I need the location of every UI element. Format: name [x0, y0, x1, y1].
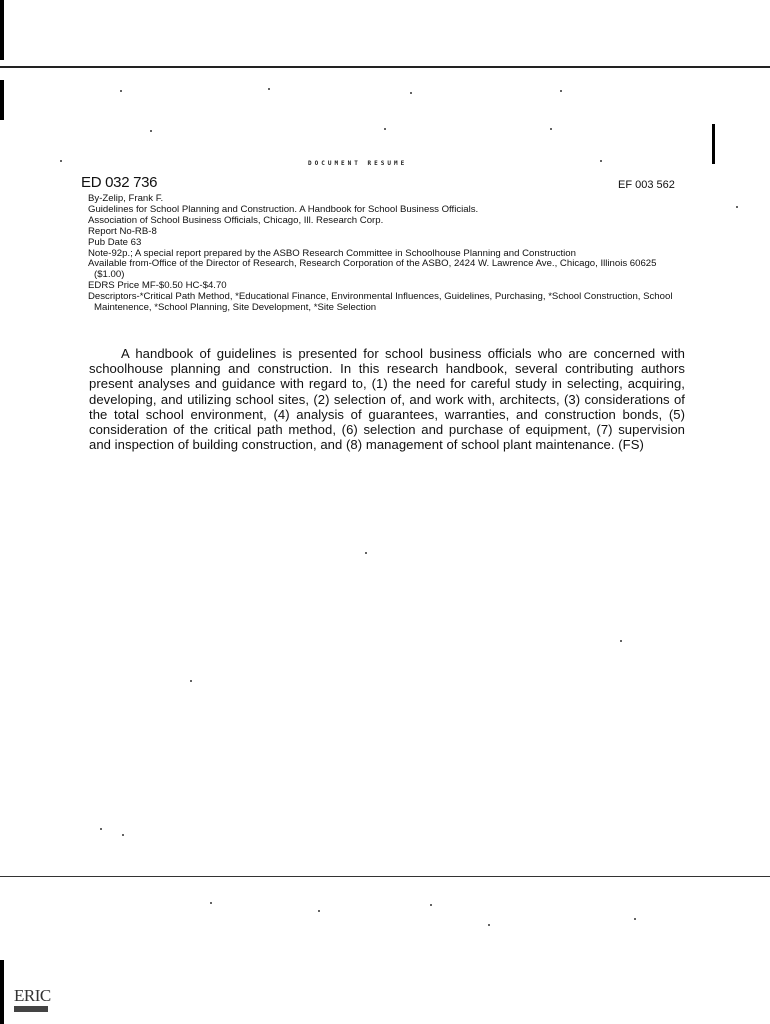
institution-line: Association of School Business Officials, Chicago, Ill. Research Corp. — [88, 215, 384, 226]
eric-logo-text: ERIC — [14, 986, 51, 1005]
report-number-line: Report No-RB-8 — [88, 226, 157, 237]
eric-logo — [12, 984, 52, 1014]
ef-accession-number: EF 003 562 — [618, 179, 675, 191]
scan-top-rule — [0, 66, 770, 68]
edrs-price-line: EDRS Price MF-$0.50 HC-$4.70 — [88, 281, 227, 292]
scan-left-edge — [0, 0, 4, 60]
scan-left-edge — [0, 960, 4, 1024]
abstract-paragraph: A handbook of guidelines is presented for school business officials who are concerned with schoolhouse planning and construction. In this research handbook, several contributing authors present analyses and guidance with regard to, (1) the need for careful study in selecting, acquiring, developing, and utilizing school sites, (2) selection of, and work with, architects, (3) considerations of the total school environment, (4) analysis of guarantees, warranties, and construction bonds, (5) consideration of the critical path method, (6) selection and purchase of equipment, (7) supervision and inspection of building construction, and (8) management of school plant maintenance. (FS) — [89, 346, 685, 453]
scan-margin-mark — [712, 124, 715, 164]
scan-left-edge — [0, 80, 4, 120]
title-line: Guidelines for School Planning and Construction. A Handbook for School Business Officials. — [88, 204, 479, 215]
document-resume-banner: DOCUMENT RESUME — [308, 160, 408, 167]
eric-logo-bar — [14, 1006, 48, 1012]
availability-line: Available from-Office of the Director of Research, Research Corporation of the ASBO, 2424 W. Lawrence Ave., Chicago, Illinois 60625 ($1.00) — [88, 258, 657, 281]
descriptors-line: Descriptors-*Critical Path Method, *Educational Finance, Environmental Influences, Guidelines, Purchasing, *School Construction, School Maintenence, *School Planning, Site Development, *Site Selection — [88, 291, 673, 314]
note-line: Note-92p.; A special report prepared by the ASBO Research Committee in Schoolhouse Planning and Construction — [88, 247, 576, 259]
bibliographic-record — [88, 194, 686, 314]
ed-accession-number: ED 032 736 — [81, 174, 158, 191]
scan-bottom-rule — [0, 876, 770, 877]
pub-date-line: Pub Date 63 — [88, 237, 142, 248]
author-line: By-Zelip, Frank F. — [88, 194, 164, 204]
